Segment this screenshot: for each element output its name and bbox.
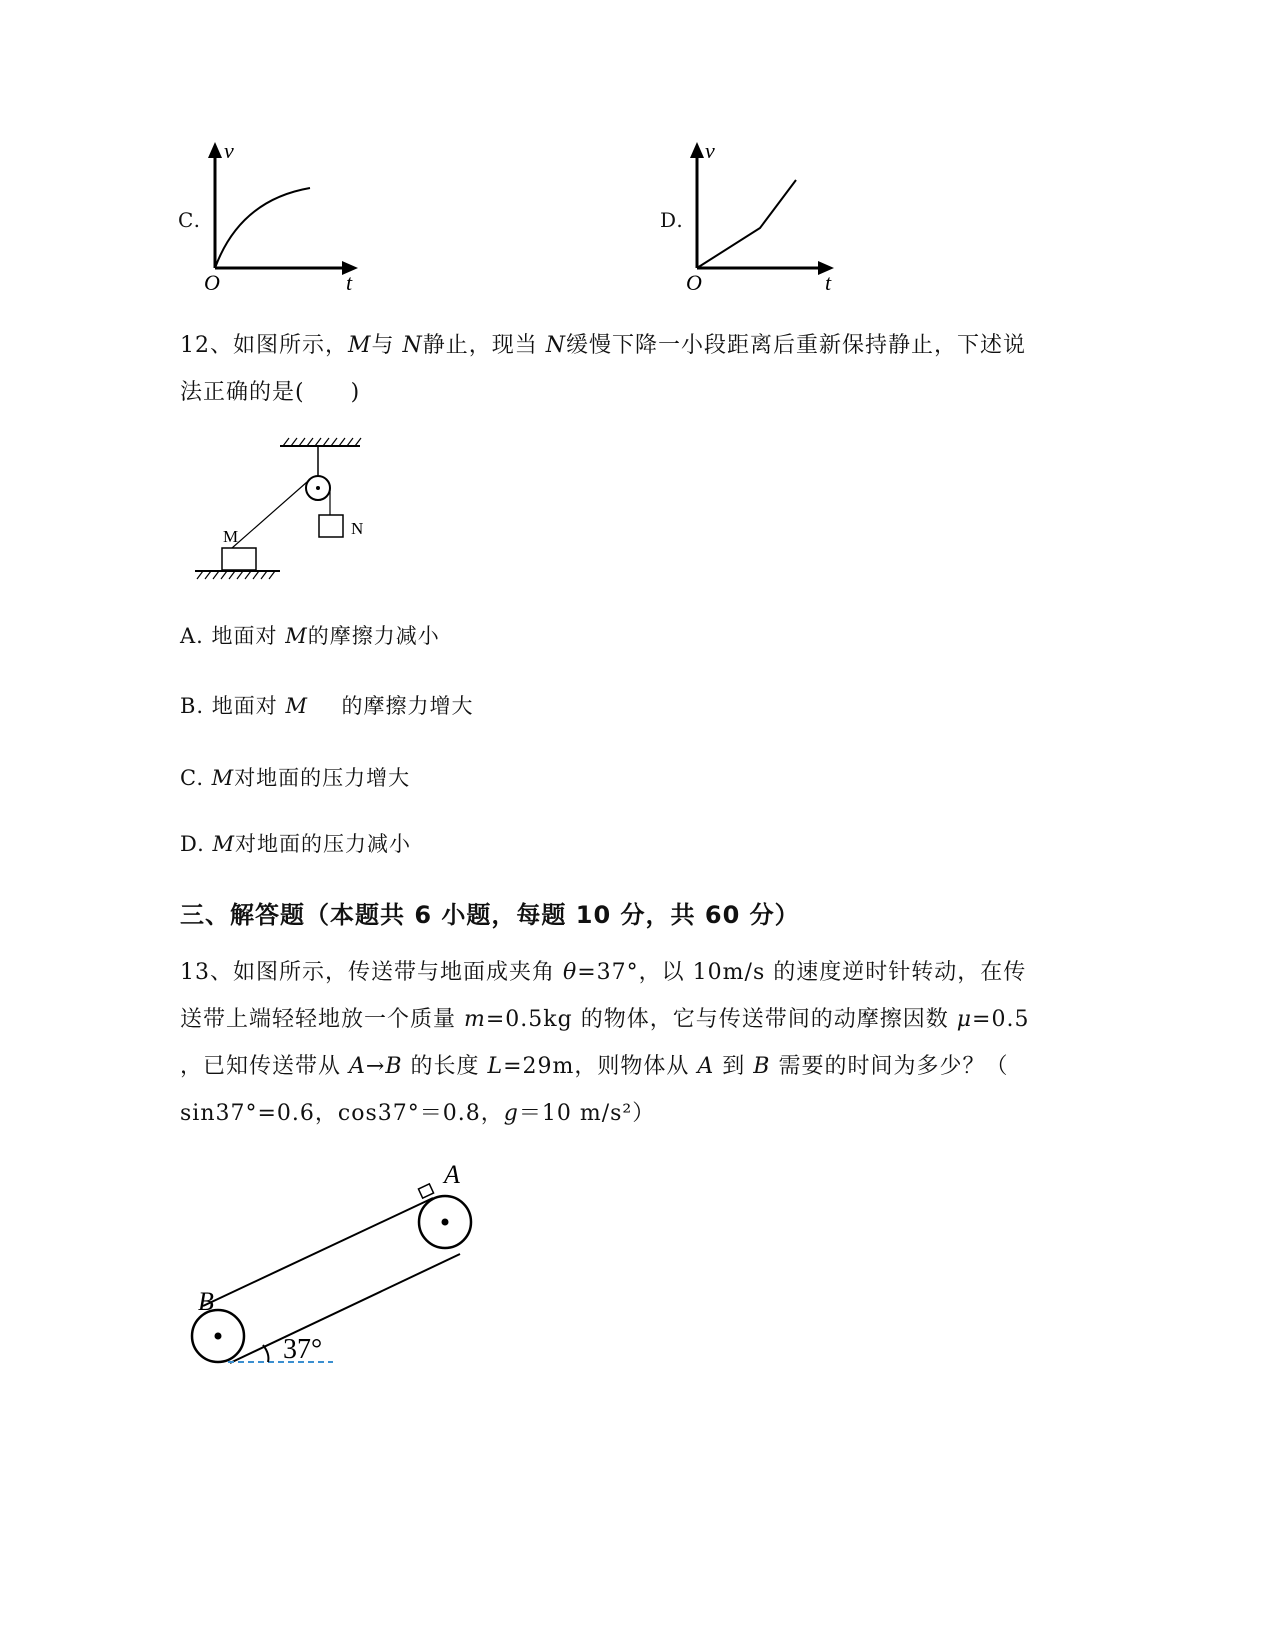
vt-graph-c [170,140,370,300]
d-v-axis-label: v [705,140,715,163]
angle-label: 37° [283,1334,323,1365]
object-block [418,1184,433,1198]
option-d-label: D. [660,208,684,232]
block-m [222,548,256,570]
section3-title: 三、解答题（本题共 6 小题，每题 10 分，共 60 分） [180,901,800,929]
option-c-graph[interactable] [170,140,370,300]
vt-graph-d [650,140,850,300]
c-origin-label: O [204,270,220,295]
q12-option-c[interactable]: C. M对地面的压力增大 [180,766,411,790]
c-t-axis-label: t [346,270,353,295]
d-t-axis-label: t [825,270,832,295]
block-m-label: M [223,527,239,546]
q13-line3: ，已知传送带从 A→B 的长度 L=29m，则物体从 A 到 B 需要的时间为多少？（ [180,1054,1009,1079]
q12-stem-line2: 法正确的是( ) [180,380,361,405]
option-c-label: C. [178,208,201,232]
label-b: B [198,1287,214,1316]
option-d-graph[interactable] [650,140,850,300]
q13-line2: 送带上端轻轻地放一个质量 m=0.5kg 的物体，它与传送带间的动摩擦因数 μ=0.5 [180,1007,1030,1032]
pulley-figure [185,430,385,585]
label-a: A [444,1160,460,1189]
block-n [319,515,343,537]
q12-option-a[interactable]: A. 地面对 M的摩擦力减小 [180,624,440,648]
q12-option-d[interactable]: D. M对地面的压力减小 [180,832,411,856]
c-v-axis-label: v [224,140,234,163]
conveyor-figure [180,1150,500,1380]
q13-line4: sin37°=0.6，cos37°＝0.8，g＝10 m/s²） [180,1101,656,1126]
q12-stem-line1: 12、如图所示，M与 N静止，现当 N缓慢下降一小段距离后重新保持静止，下述说 [180,333,1027,358]
q13-line1: 13、如图所示，传送带与地面成夹角 θ=37°，以 10m/s 的速度逆时针转动，在传 [180,960,1027,985]
block-n-label: N [351,519,364,538]
d-origin-label: O [686,270,702,295]
q12-number: 12、 [180,333,233,358]
q12-option-b[interactable]: B. 地面对 M 的摩擦力增大 [180,694,474,718]
